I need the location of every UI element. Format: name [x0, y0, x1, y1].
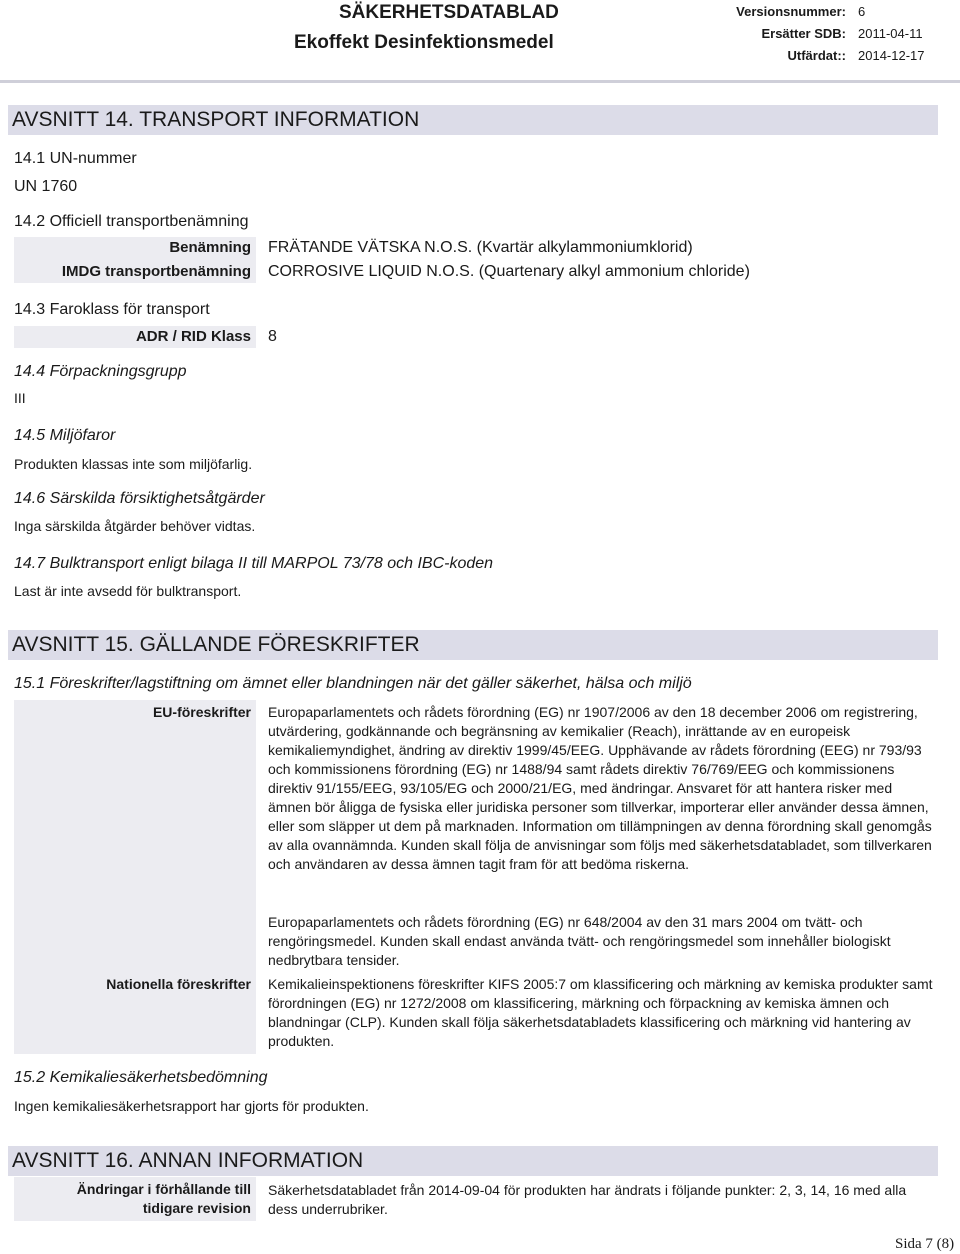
s14-7-value: Last är inte avsedd för bulktransport. — [14, 583, 242, 599]
replaces-label: Ersätter SDB: — [761, 26, 846, 41]
s14-2-heading: 14.2 Officiell transportbenämning — [14, 213, 249, 230]
page-number: Sida 7 (8) — [895, 1236, 955, 1252]
national-regulations-label: Nationella föreskrifter — [106, 976, 251, 992]
version-value: 6 — [858, 4, 866, 19]
s14-1-heading: 14.1 UN-nummer — [14, 150, 137, 167]
s15-2-heading: 15.2 Kemikaliesäkerhetsbedömning — [14, 1069, 268, 1086]
national-regulations-text: Kemikalieinspektionens föreskrifter KIFS 2005:7 om klassificering och märkning av kemiska produkter samt förordningen (EG) nr 1272/2008 om klassificering, märkning och förpackning av kemiska ämnen och blandningar (CLP). Kunden skall följa säkerhetsdatabladets klassificering och märkning vid hantering av produkten. — [268, 976, 933, 1049]
s15-2-value: Ingen kemikaliesäkerhetsrapport har gjorts för produkten. — [14, 1098, 369, 1114]
section-16-title: AVSNITT 16. ANNAN INFORMATION — [8, 1146, 938, 1176]
section-15-title: AVSNITT 15. GÄLLANDE FÖRESKRIFTER — [8, 630, 938, 660]
changes-label-line-1: Ändringar i förhållande till — [76, 1181, 251, 1197]
s14-6-value: Inga särskilda åtgärder behöver vidtas. — [14, 518, 256, 534]
changes-label-line-2: tidigare revision — [142, 1200, 251, 1216]
s14-4-heading: 14.4 Förpackningsgrupp — [14, 363, 187, 380]
eu-regulations-label: EU-föreskrifter — [152, 704, 251, 720]
changes-text: Säkerhetsdatabladet från 2014-09-04 för produkten har ändrats i följande punkter: 2, 3, 14, 16 med alla dess underrubriker. — [268, 1182, 907, 1217]
s14-7-heading: 14.7 Bulktransport enligt bilaga II till MARPOL 73/78 och IBC-koden — [14, 555, 494, 572]
s14-1-value: UN 1760 — [14, 178, 78, 195]
s14-5-heading: 14.5 Miljöfaror — [14, 427, 116, 444]
section-14-title: AVSNITT 14. TRANSPORT INFORMATION — [8, 105, 938, 135]
product-name: Ekoffekt Desinfektionsmedel — [294, 32, 554, 53]
s15-1-heading: 15.1 Föreskrifter/lagstiftning om ämnet eller blandningen när det gäller säkerhet, hälsa och miljö — [14, 675, 692, 692]
s14-3-heading: 14.3 Faroklass för transport — [14, 301, 210, 318]
replaces-value: 2011-04-11 — [858, 26, 923, 41]
document-title: SÄKERHETSDATABLAD — [339, 2, 559, 23]
version-label: Versionsnummer: — [736, 4, 846, 19]
s14-2-label-benamning: Benämning — [169, 239, 251, 256]
header-divider — [0, 80, 960, 83]
s14-2-value-benamning: FRÄTANDE VÄTSKA N.O.S. (Kvartär alkylammoniumklorid) — [268, 239, 693, 256]
s14-2-value-imdg: CORROSIVE LIQUID N.O.S. (Quartenary alkyl ammonium chloride) — [268, 263, 750, 280]
issued-value: 2014-12-17 — [858, 48, 925, 63]
s14-3-label: ADR / RID Klass — [135, 328, 251, 345]
eu-regulations-text-2: Europaparlamentets och rådets förordning (EG) nr 648/2004 av den 31 mars 2004 om tvätt- och rengöringsmedel. Kunden skall endast använda tvätt- och rengöringsmedel som innehåller biologiskt nedbrytbara tensider. — [268, 914, 891, 968]
s14-5-value: Produkten klassas inte som miljöfarlig. — [14, 456, 253, 472]
issued-label: Utfärdat:: — [787, 48, 846, 63]
s14-3-value: 8 — [268, 328, 277, 345]
s15-1-label-bg — [14, 700, 256, 1054]
s14-4-value: III — [14, 390, 26, 406]
s14-2-label-imdg: IMDG transportbenämning — [61, 263, 251, 280]
eu-regulations-text: Europaparlamentets och rådets förordning (EG) nr 1907/2006 av den 18 december 2006 om registrering, utvärdering, godkännande och begränsning av kemikalier (Reach), inrättande av en europeisk kemikaliemyndighet, ändring av direktiv 1999/45/EEG. Upphävande av rådets förordning (EEG) nr 793/93 och kommissionens förordning (EG) nr 1488/94 samt rådets direktiv 76/769/EEG och kommissionens direktiv 91/155/EEG, 93/105/EG och 2000/21/EG, med ändringar. Ansvaret för att hantera risker med ämnen bör åligga de fysiska eller juridiska personer som tillverkar, importerar eller använder dessa ämnen, eller som släpper ut dem på marknaden. Information om tillämpningen av denna förordning skall genomgås av alla ovannämnda. Kunden skall följa de anvisningar som följs med säkerhetsdatabladet, som tillverkaren och användaren av dessa ämnen tagit fram för att bedöma riskerna. — [268, 704, 932, 872]
s14-6-heading: 14.6 Särskilda försiktighetsåtgärder — [14, 490, 265, 507]
